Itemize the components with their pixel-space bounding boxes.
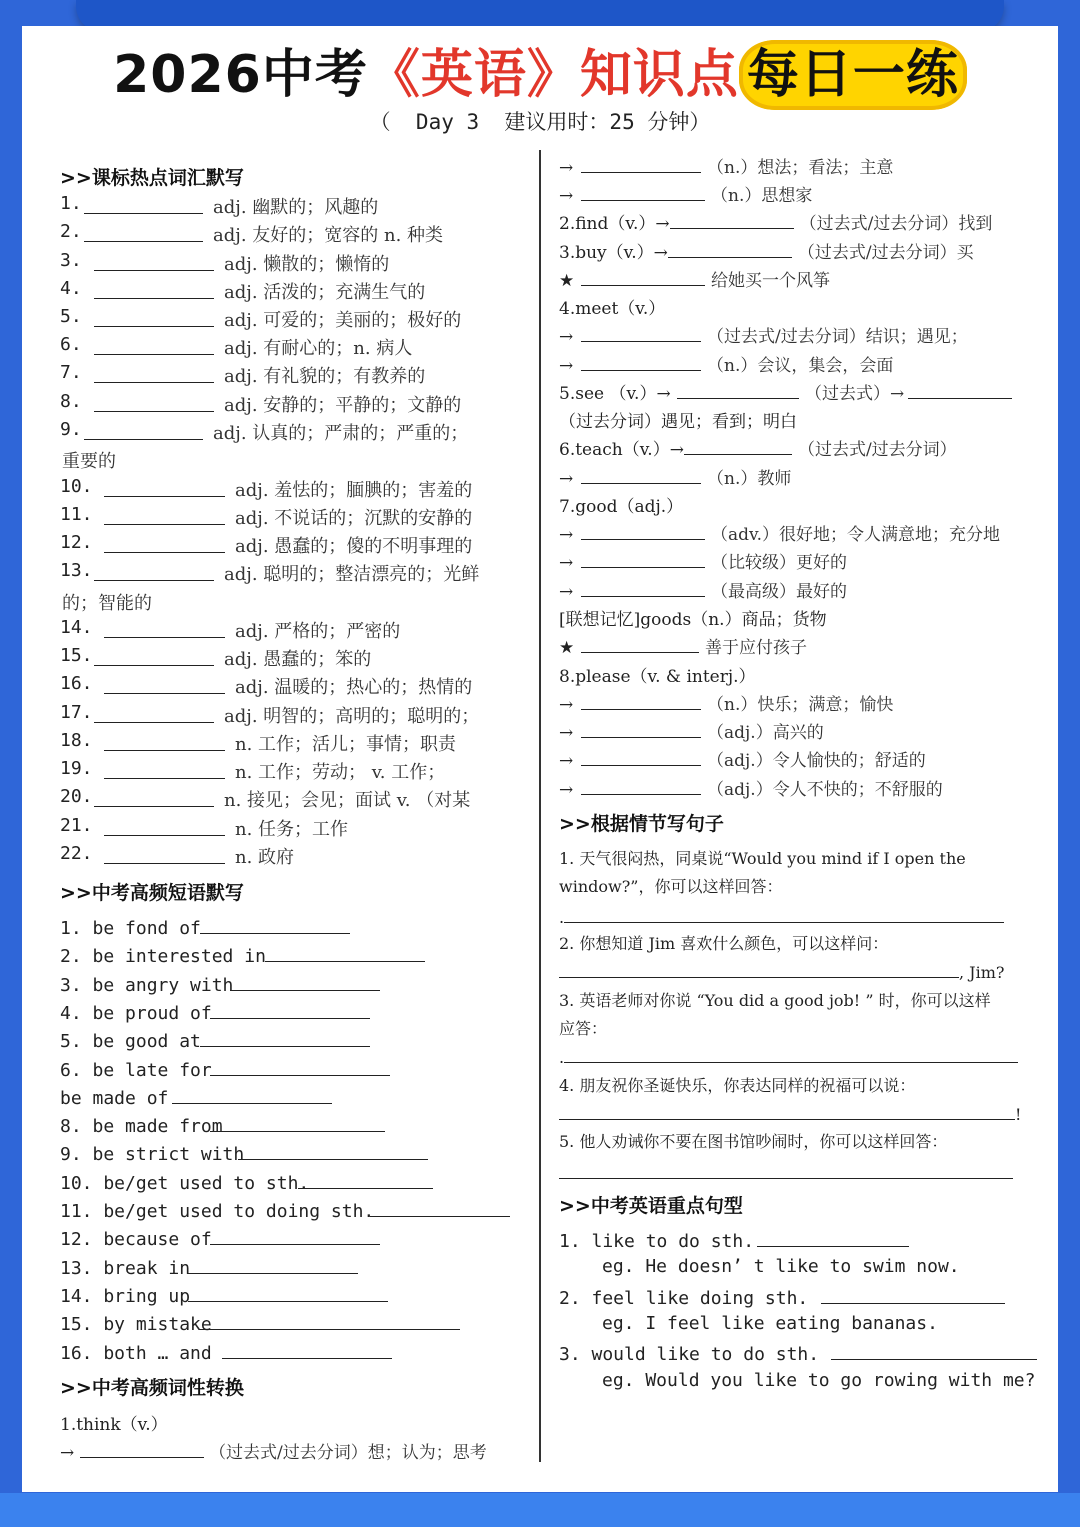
pattern-item <box>559 1341 1037 1365</box>
vocab-item <box>0 419 540 445</box>
answer-blank[interactable] <box>94 393 214 412</box>
section-heading-phrases: >>中考高频短语默写 <box>60 882 244 904</box>
conversion-line <box>559 520 1000 545</box>
conversion-gloss: （过去式/过去分词） <box>797 440 957 460</box>
vocab-gloss: adj. 安静的；平静的；文静的 <box>224 395 462 416</box>
conversion-line <box>559 492 683 517</box>
pattern-example <box>602 1256 960 1277</box>
right-column <box>540 0 1080 1527</box>
vocab-gloss: adj. 明智的；高明的；聪明的； <box>224 706 480 727</box>
vocab-item <box>0 532 540 558</box>
answer-blank[interactable] <box>104 760 225 779</box>
answer-blank[interactable] <box>104 534 225 553</box>
conversion-gloss: （n.）快乐；满意；愉快 <box>707 695 894 715</box>
vocab-item <box>0 278 540 304</box>
vocab-item <box>0 362 540 388</box>
answer-blank[interactable] <box>94 308 214 327</box>
answer-blank[interactable] <box>684 436 792 455</box>
pattern-item <box>559 1228 909 1252</box>
item-number: 5. <box>60 306 82 327</box>
vocab-gloss: n. 政府 <box>235 847 295 868</box>
phrase-text: 6. be late for <box>60 1059 212 1081</box>
answer-blank[interactable] <box>265 943 425 962</box>
answer-blank[interactable] <box>821 1285 1005 1304</box>
conversion-gloss: （最高级）最好的 <box>711 582 847 602</box>
vocab-gloss: adj. 活泼的；充满生气的 <box>224 282 426 303</box>
answer-blank[interactable] <box>84 223 203 242</box>
conversion-line <box>559 435 957 460</box>
answer-blank[interactable] <box>298 1170 433 1189</box>
conversion-line <box>559 548 847 573</box>
answer-blank[interactable] <box>94 704 214 723</box>
answer-blank[interactable] <box>210 1000 370 1019</box>
answer-blank[interactable] <box>200 1311 460 1330</box>
answer-blank[interactable] <box>559 959 959 978</box>
conversion-gloss: （adv.）很好地；令人满意地；充分地 <box>711 525 1001 545</box>
pattern-text: 3. would like to do sth. <box>559 1344 820 1365</box>
sentence-line <box>559 1101 1021 1124</box>
answer-blank[interactable] <box>172 1085 332 1104</box>
phrase-item <box>60 1340 392 1364</box>
conversion-prefix: → <box>559 723 574 743</box>
answer-blank[interactable] <box>210 1226 380 1245</box>
conversion-prefix: → <box>559 780 574 800</box>
vocab-item <box>0 334 540 360</box>
vocab-item <box>0 843 540 869</box>
answer-blank[interactable] <box>559 1101 1015 1120</box>
item-number: 15. <box>60 645 93 666</box>
arrow-icon: → <box>60 1443 75 1463</box>
conversion-gloss: （过去式）→ <box>805 384 905 404</box>
conversion-line <box>559 266 830 291</box>
conversion-line <box>559 294 665 319</box>
conversion-gloss: （adj.）高兴的 <box>707 723 824 743</box>
answer-blank[interactable] <box>94 364 214 383</box>
section-heading-conversion: >>中考高频词性转换 <box>60 1377 244 1399</box>
sentence-punct: . <box>559 908 565 927</box>
vocab-item <box>0 702 540 728</box>
page-subtitle: （ Day 3 建议用时：25 分钟） <box>369 110 711 134</box>
vocab-item <box>0 617 540 643</box>
answer-blank[interactable] <box>104 619 225 638</box>
conversion-gloss: （过去式/过去分词）想；认为；思考 <box>209 1443 487 1463</box>
vocab-gloss: adj. 聪明的；整洁漂亮的；光鲜 <box>224 564 480 585</box>
conversion-line <box>559 407 797 432</box>
phrase-item <box>60 915 350 939</box>
vocab-gloss: adj. 愚蠢的；傻的不明事理的 <box>235 536 473 557</box>
answer-blank[interactable] <box>210 1113 385 1132</box>
phrase-text: be made of <box>60 1087 169 1109</box>
vocab-gloss: n. 任务；工作 <box>235 819 349 840</box>
phrase-text: 13. break in <box>60 1257 191 1279</box>
phrase-text: 15. by mistake <box>60 1314 212 1336</box>
phrase-text: 2. be interested in <box>60 946 266 968</box>
answer-blank[interactable] <box>581 776 701 795</box>
vocab-item <box>0 645 540 671</box>
conversion-gloss: （adj.）令人不快的；不舒服的 <box>707 780 943 800</box>
vocab-item <box>0 589 540 615</box>
answer-blank[interactable] <box>564 904 1004 923</box>
sentence-line: window?”，你可以这样回答： <box>559 877 783 896</box>
conversion-line <box>559 633 807 658</box>
conversion-line <box>559 351 893 376</box>
answer-blank[interactable] <box>94 647 214 666</box>
vocab-gloss: adj. 有耐心的；n. 病人 <box>224 338 413 359</box>
phrase-text: 10. be/get used to sth. <box>60 1172 310 1194</box>
section-heading-patterns: >>中考英语重点句型 <box>559 1195 743 1217</box>
conversion-line <box>559 718 824 743</box>
item-number: 17. <box>60 702 93 723</box>
answer-blank[interactable] <box>188 1283 388 1302</box>
conversion-prefix: [联想记忆]goods（n.）商品；货物 <box>559 610 827 630</box>
item-number: 19. <box>60 758 93 779</box>
answer-blank[interactable] <box>84 421 203 440</box>
answer-blank[interactable] <box>94 562 214 581</box>
answer-blank[interactable] <box>559 1160 1013 1179</box>
phrase-text: 14. bring up <box>60 1285 191 1307</box>
conversion-line <box>559 746 926 771</box>
answer-blank[interactable] <box>94 336 214 355</box>
sentence-line <box>559 959 1004 982</box>
answer-blank[interactable] <box>230 972 380 991</box>
conversion-line <box>559 605 827 630</box>
conversion-prefix: → <box>559 186 574 206</box>
answer-blank[interactable] <box>200 915 350 934</box>
item-number: 21. <box>60 815 93 836</box>
item-number: 16. <box>60 673 93 694</box>
vocab-item <box>0 758 540 784</box>
answer-blank[interactable] <box>670 210 794 229</box>
sentence-line <box>559 904 1004 927</box>
answer-blank[interactable] <box>80 1439 204 1458</box>
conversion-line <box>559 662 756 687</box>
vocab-gloss: adj. 严格的；严密的 <box>235 621 401 642</box>
phrase-item <box>60 1255 358 1279</box>
vocab-gloss: adj. 温暖的；热心的；热情的 <box>235 677 473 698</box>
conversion-prefix: → <box>559 469 574 489</box>
vocab-gloss: adj. 认真的；严肃的；严重的； <box>213 423 469 444</box>
answer-blank[interactable] <box>581 719 701 738</box>
vocab-gloss: adj. 有礼貌的；有教养的 <box>224 366 426 387</box>
answer-blank[interactable] <box>238 1141 428 1160</box>
conversion-line <box>559 238 974 263</box>
vocab-item <box>0 560 540 586</box>
item-number: 1. <box>60 193 82 214</box>
conversion-gloss: （过去式/过去分词）结识；遇见； <box>707 327 968 347</box>
answer-blank[interactable] <box>677 380 799 399</box>
conversion-gloss: （过去式/过去分词）找到 <box>799 214 993 234</box>
vocab-item <box>0 391 540 417</box>
answer-blank[interactable] <box>222 1340 392 1359</box>
vocab-item <box>0 504 540 530</box>
phrase-item <box>60 1113 385 1137</box>
conversion-line-think <box>60 1438 487 1463</box>
phrase-text: 11. be/get used to doing sth. <box>60 1201 375 1222</box>
answer-blank[interactable] <box>757 1228 909 1247</box>
vocab-gloss: n. 工作；活儿；事情；职责 <box>235 734 457 755</box>
vocab-gloss: 的；智能的 <box>62 593 152 614</box>
conversion-line <box>559 775 943 800</box>
vocab-item <box>0 250 540 276</box>
conversion-prefix: 2.find（v.）→ <box>559 214 670 234</box>
conversion-gloss: （adj.）令人愉快的；舒适的 <box>707 751 926 771</box>
phrase-item <box>60 1198 510 1222</box>
conversion-gloss: 给她买一个风筝 <box>711 271 830 291</box>
title-highlight: 每日一练 <box>739 40 967 110</box>
answer-blank[interactable] <box>581 352 701 371</box>
vocab-item <box>0 447 540 473</box>
vocab-gloss: adj. 羞怯的；腼腆的；害羞的 <box>235 480 473 501</box>
item-number: 9. <box>60 419 82 440</box>
vocab-gloss: adj. 懒散的；懒惰的 <box>224 254 390 275</box>
phrase-item <box>60 972 380 996</box>
title-year: 2026中考 <box>113 45 368 105</box>
vocab-item <box>0 476 540 502</box>
vocab-item <box>0 673 540 699</box>
conversion-prefix: → <box>559 525 574 545</box>
conversion-prefix: → <box>559 327 574 347</box>
conversion-line <box>559 181 812 206</box>
phrase-item <box>60 1170 433 1194</box>
answer-blank[interactable] <box>94 280 214 299</box>
answer-blank[interactable] <box>200 1028 370 1047</box>
conversion-prefix: ★ <box>559 638 575 658</box>
answer-blank[interactable] <box>104 506 225 525</box>
phrase-item <box>60 1057 390 1081</box>
phrase-text: 16. both … and <box>60 1342 212 1364</box>
answer-blank[interactable] <box>581 578 705 597</box>
conversion-line <box>559 379 1012 404</box>
answer-blank[interactable] <box>564 1044 1018 1063</box>
sentence-line <box>559 1044 1018 1067</box>
vocab-gloss: adj. 不说话的；沉默的安静的 <box>235 508 473 529</box>
answer-blank[interactable] <box>104 732 225 751</box>
vocab-gloss: n. 工作；劳动； v. 工作； <box>235 762 446 783</box>
item-number: 11. <box>60 504 93 525</box>
answer-blank[interactable] <box>370 1198 510 1217</box>
conversion-gloss: （n.）思想家 <box>711 186 813 206</box>
phrase-item <box>60 1085 332 1109</box>
section-heading-sentences: >>根据情节写句子 <box>559 813 724 835</box>
conversion-prefix: → <box>559 695 574 715</box>
phrase-item <box>60 1141 428 1165</box>
answer-blank[interactable] <box>94 788 214 807</box>
answer-blank[interactable] <box>104 817 225 836</box>
item-number: 3. <box>60 250 82 271</box>
pattern-example <box>602 1370 1035 1391</box>
conversion-line <box>559 690 893 715</box>
sentence-line: 1. 天气很闷热，同桌说“Would you mind if I open the <box>559 849 966 868</box>
pattern-item <box>559 1285 1005 1309</box>
phrase-text: 9. be strict with <box>60 1144 245 1166</box>
item-number: 12. <box>60 532 93 553</box>
phrase-text: 4. be proud of <box>60 1002 212 1024</box>
pattern-text: 2. feel like doing sth. <box>559 1288 809 1309</box>
vocab-gloss: n. 接见；会见；面试 v. （对某 <box>224 790 471 811</box>
conversion-gloss: （比较级）更好的 <box>711 553 847 573</box>
conversion-line <box>559 322 968 347</box>
answer-blank[interactable] <box>84 195 203 214</box>
vocab-item <box>0 730 540 756</box>
sentence-line: 3. 英语老师对你说 “You did a good job! ” 时，你可以这样 <box>559 991 991 1010</box>
conversion-gloss: （n.）教师 <box>707 469 792 489</box>
answer-blank[interactable] <box>581 182 705 201</box>
answer-blank[interactable] <box>908 380 1012 399</box>
sentence-line: 4. 朋友祝你圣诞快乐，你表达同样的祝福可以说： <box>559 1076 916 1095</box>
answer-blank[interactable] <box>581 267 705 286</box>
answer-blank[interactable] <box>831 1341 1037 1360</box>
answer-blank[interactable] <box>581 747 701 766</box>
pattern-text: eg. He doesn’ t like to swim now. <box>602 1256 960 1277</box>
phrase-item <box>60 943 425 967</box>
phrase-item <box>60 1028 370 1052</box>
pattern-text: 1. like to do sth. <box>559 1231 755 1252</box>
conversion-line <box>559 464 791 489</box>
pattern-example <box>602 1313 938 1334</box>
sentence-line: 5. 他人劝诫你不要在图书馆吵闹时，你可以这样回答： <box>559 1132 948 1151</box>
vocab-gloss: 重要的 <box>62 451 116 472</box>
conversion-line <box>559 209 992 234</box>
conversion-prefix: （过去分词）遇见；看到；明白 <box>559 412 797 432</box>
answer-blank[interactable] <box>94 252 214 271</box>
item-number: 20. <box>60 786 93 807</box>
item-number: 13. <box>60 560 93 581</box>
item-number: 10. <box>60 476 93 497</box>
vocab-item <box>0 786 540 812</box>
answer-blank[interactable] <box>581 521 705 540</box>
vocab-gloss: adj. 幽默的；风趣的 <box>213 197 379 218</box>
conversion-prefix: 5.see （v.）→ <box>559 384 671 404</box>
phrase-item <box>60 1000 370 1024</box>
sentence-punct: . <box>559 1048 565 1067</box>
section-heading-vocab: >>课标热点词汇默写 <box>60 167 244 189</box>
phrase-item <box>60 1283 388 1307</box>
sentence-punct: ! <box>1015 1105 1022 1124</box>
phrase-item <box>60 1226 380 1250</box>
vocab-item <box>0 306 540 332</box>
answer-blank[interactable] <box>581 323 701 342</box>
conversion-prefix: → <box>559 751 574 771</box>
vocab-gloss: adj. 愚蠢的；笨的 <box>224 649 372 670</box>
answer-blank[interactable] <box>210 1057 390 1076</box>
phrase-item <box>60 1311 460 1335</box>
phrase-text: 5. be good at <box>60 1031 201 1053</box>
conversion-prefix: 8.please（v. & interj.） <box>559 667 756 687</box>
pattern-text: eg. Would you like to go rowing with me? <box>602 1370 1036 1391</box>
phrase-text: 3. be angry with <box>60 974 234 996</box>
item-number: 14. <box>60 617 93 638</box>
item-number: 4. <box>60 278 82 299</box>
conversion-prefix: ★ <box>559 271 575 291</box>
answer-blank[interactable] <box>104 478 225 497</box>
answer-blank[interactable] <box>668 239 792 258</box>
conversion-prefix: → <box>559 582 574 602</box>
conversion-line <box>559 577 847 602</box>
answer-blank[interactable] <box>581 154 701 173</box>
phrase-text: 1. be fond of <box>60 918 201 939</box>
conversion-item-think: 1.think（v.） <box>60 1415 168 1435</box>
vocab-item <box>0 815 540 841</box>
vocab-gloss: adj. 可爱的；美丽的；极好的 <box>224 310 462 331</box>
phrase-text: 12. because of <box>60 1229 212 1251</box>
conversion-prefix: → <box>559 553 574 573</box>
conversion-gloss: （过去式/过去分词）买 <box>797 243 974 263</box>
answer-blank[interactable] <box>104 845 225 864</box>
conversion-line <box>559 153 893 178</box>
conversion-prefix: → <box>559 158 574 178</box>
sentence-line: 应答： <box>559 1019 608 1038</box>
answer-blank[interactable] <box>188 1255 358 1274</box>
pattern-text: eg. I feel like eating bananas. <box>602 1313 938 1334</box>
item-number: 8. <box>60 391 82 412</box>
answer-blank[interactable] <box>104 675 225 694</box>
vocab-item <box>0 193 540 219</box>
conversion-prefix: 7.good（adj.） <box>559 497 684 517</box>
answer-blank[interactable] <box>581 634 699 653</box>
conversion-prefix: 4.meet（v.） <box>559 299 666 319</box>
item-number: 18. <box>60 730 93 751</box>
conversion-prefix: → <box>559 356 574 376</box>
item-number: 6. <box>60 334 82 355</box>
conversion-prefix: 3.buy（v.）→ <box>559 243 668 263</box>
answer-blank[interactable] <box>581 465 701 484</box>
sentence-punct: , Jim? <box>959 963 1005 982</box>
sentence-line: 2. 你想知道 Jim 喜欢什么颜色，可以这样问： <box>559 934 889 953</box>
title-subject: 《英语》知识点 <box>367 45 739 105</box>
item-number: 2. <box>60 221 82 242</box>
answer-blank[interactable] <box>581 549 705 568</box>
vocab-gloss: adj. 友好的；宽容的 n. 种类 <box>213 225 444 246</box>
conversion-gloss: （n.）想法；看法；主意 <box>707 158 894 178</box>
answer-blank[interactable] <box>581 691 701 710</box>
phrase-text: 8. be made from <box>60 1116 223 1138</box>
item-number: 7. <box>60 362 82 383</box>
vocab-item <box>0 221 540 247</box>
item-number: 22. <box>60 843 93 864</box>
conversion-prefix: 6.teach（v.）→ <box>559 440 684 460</box>
conversion-gloss: 善于应付孩子 <box>705 638 807 658</box>
conversion-gloss: （n.）会议，集会，会面 <box>707 356 894 376</box>
